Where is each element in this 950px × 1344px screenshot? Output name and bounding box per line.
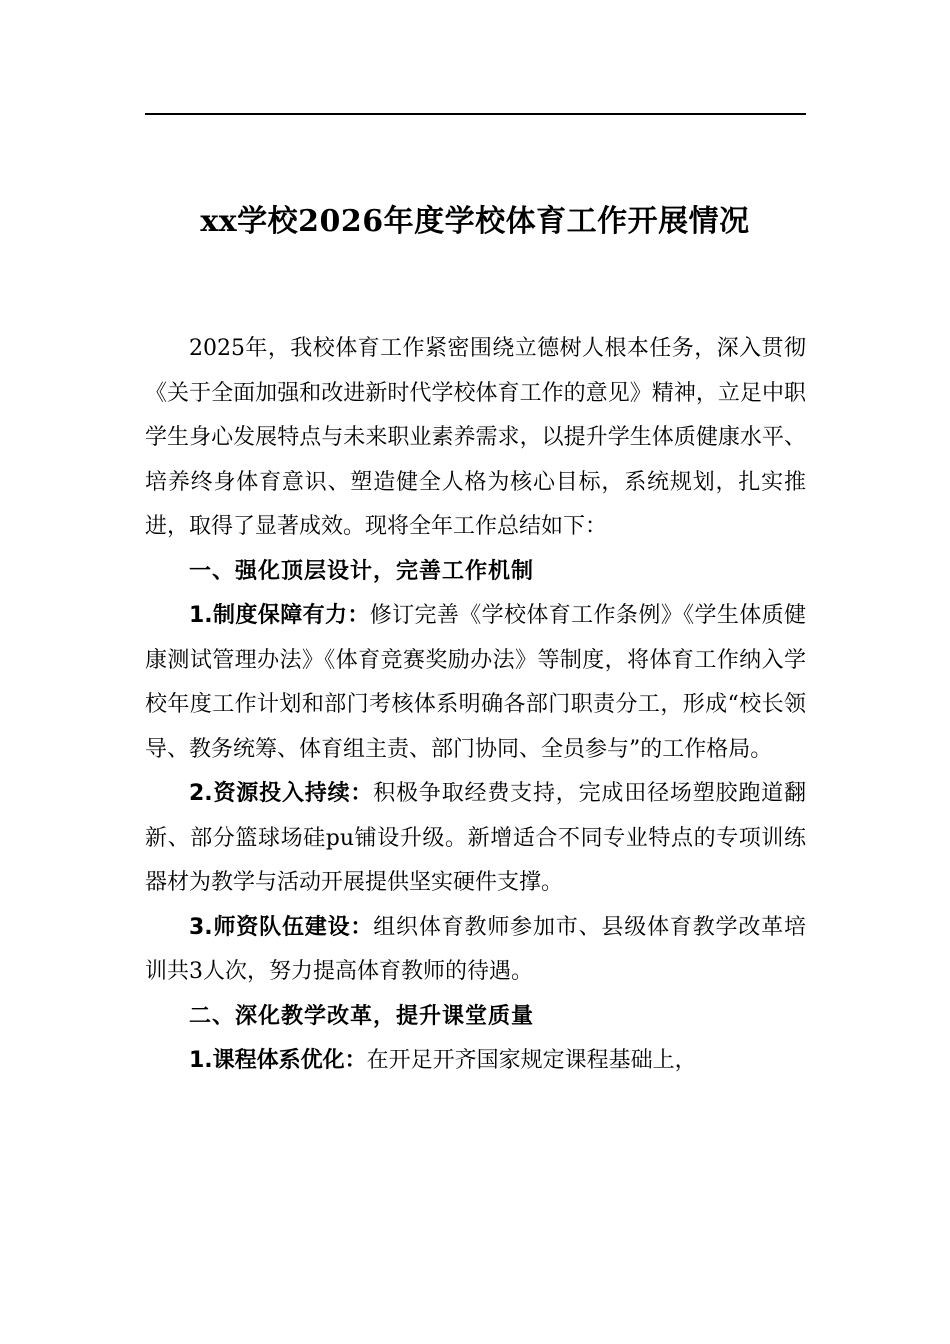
- section-item: [145, 906, 806, 995]
- item-lead: 2.资源投入持续：: [189, 781, 374, 806]
- item-text: 在开足开齐国家规定课程基础上，: [366, 1048, 697, 1073]
- document-title: xx学校2026年度学校体育工作开展情况: [200, 204, 750, 239]
- header-rule: [145, 113, 806, 115]
- item-text: 积极争取经费支持，完成田径场塑胶跑道翻新、部分篮球场硅pu铺设升级。新增适合不同专业特点的专项训练器材为教学与活动开展提供坚实硬件支撑。: [145, 781, 806, 895]
- document-body: [145, 327, 806, 1084]
- section-item: [145, 594, 806, 772]
- section-heading: 一、强化顶层设计，完善工作机制: [189, 558, 535, 584]
- item-lead: 1.制度保障有力：: [189, 603, 370, 628]
- item-lead: 3.师资队伍建设：: [189, 914, 374, 940]
- section-heading: 二、深化教学改革，提升课堂质量: [189, 1003, 535, 1029]
- item-text: 修订完善《学校体育工作条例》《学生体质健康测试管理办法》《体育竞赛奖励办法》等制度，将体育工作纳入学校年度工作计划和部门考核体系明确各部门职责分工，形成“校长领导、教务统筹、体育组主责、部门协同、全员参与”的工作格局。: [145, 603, 806, 762]
- item-text: 组织体育教师参加市、县级体育教学改革培训共3人次，努力提高体育教师的待遇。: [145, 914, 806, 984]
- item-lead: 1.课程体系优化：: [189, 1048, 367, 1073]
- section-item: [145, 772, 806, 906]
- section-item: [145, 1039, 806, 1084]
- intro-paragraph: 2025年，我校体育工作紧密围绕立德树人根本任务，深入贯彻《关于全面加强和改进新时代学校体育工作的意见》精神，立足中职学生身心发展特点与未来职业素养需求，以提升学生体质健康水平、培养终身体育意识、塑造健全人格为核心目标，系统规划，扎实推进，取得了显著成效。现将全年工作总结如下：: [145, 336, 806, 539]
